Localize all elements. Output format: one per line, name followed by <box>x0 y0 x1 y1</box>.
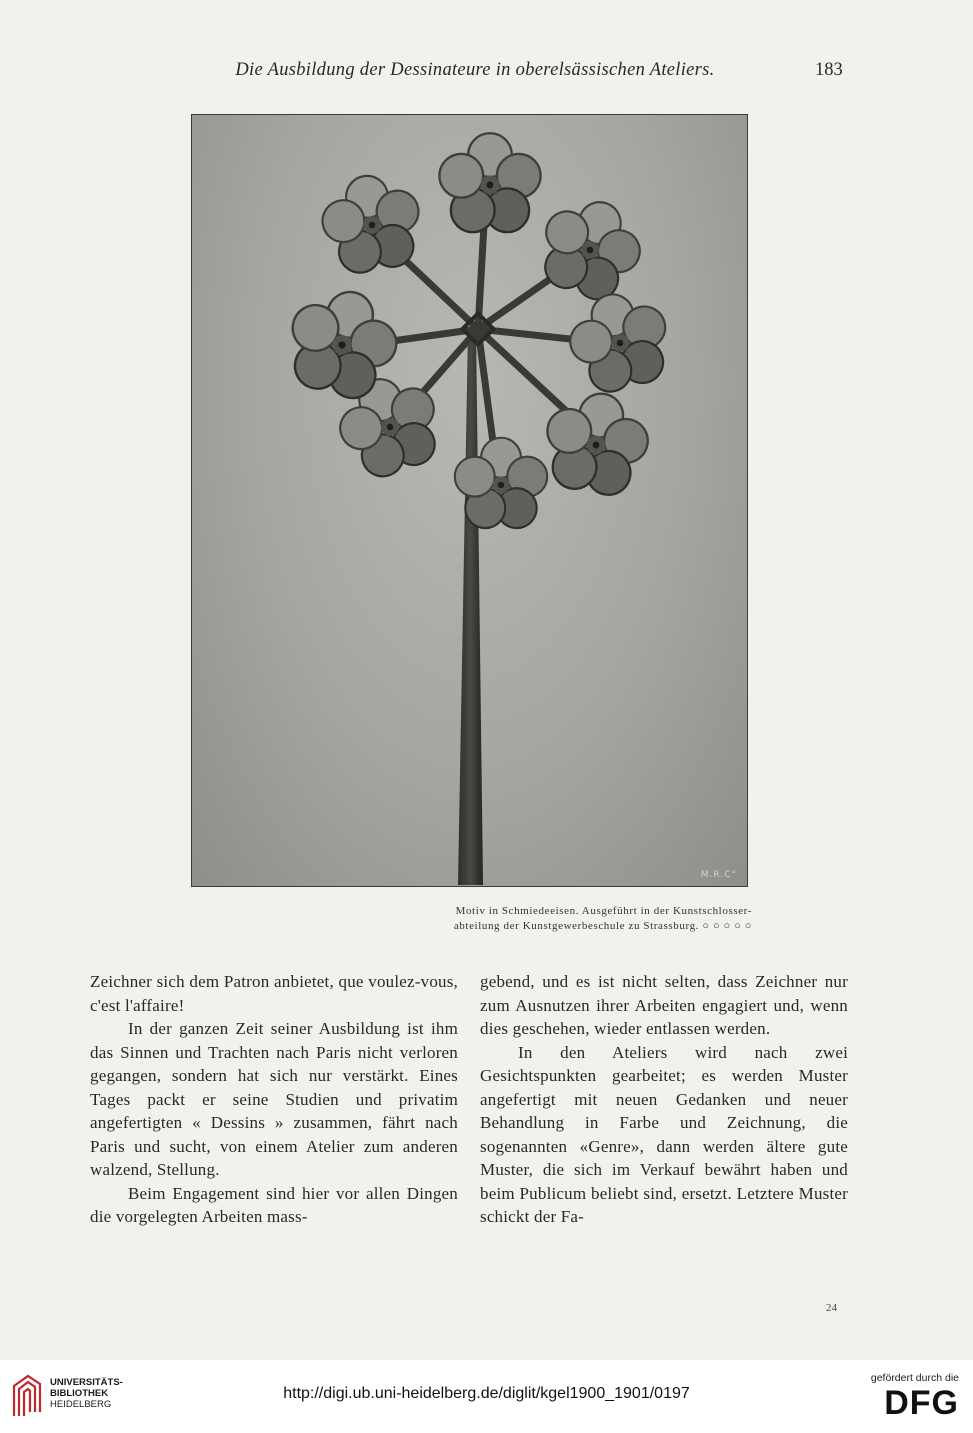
dfg-logo: DFG <box>884 1384 959 1422</box>
caption-line: abteilung der Kunstgewerbeschule zu Strassburg. ○ ○ ○ ○ ○ <box>453 920 752 932</box>
figure-caption <box>380 904 752 934</box>
paragraph: In den Ateliers wird nach zwei Gesichtspunkten gearbeitet; es werden Muster angefertigt mit neuen Gedanken und neuer Behandlung in Farbe und Zeichnung, die sogenannten «Genre», dann werden ältere gute Muster, die sich im Verkauf bewährt haben und beim Publicum beliebt sind, ersetzt. Letztere Muster schickt der Fa- <box>480 1042 848 1226</box>
library-name-line: BIBLIOTHEK <box>50 1388 109 1399</box>
source-url-link[interactable]: http://digi.ub.uni-heidelberg.de/diglit/kgel1900_1901/0197 <box>283 1385 690 1402</box>
library-name-line: HEIDELBERG <box>50 1399 112 1410</box>
running-title: Die Ausbildung der Dessinateure in oberelsässischen Ateliers. <box>235 60 715 80</box>
funding-label: gefördert durch die <box>870 1372 959 1384</box>
library-name-line: UNIVERSITÄTS- <box>50 1377 123 1388</box>
signature-mark: 24 <box>826 1302 837 1314</box>
paragraph: Beim Engagement sind hier vor allen Dingen die vorgelegten Arbeiten mass- <box>90 1183 458 1226</box>
paragraph: Zeichner sich dem Patron anbietet, que voulez-vous, c'est l'affaire! <box>90 972 458 1015</box>
right-text-column <box>480 970 848 1229</box>
funding-credit <box>871 1372 959 1422</box>
page-number: 183 <box>815 60 843 80</box>
caption-line: Motiv in Schmiedeeisen. Ausgeführt in der Kunstschlosser- <box>455 905 752 917</box>
paragraph: gebend, und es ist nicht selten, dass Zeichner nur zum Ausnutzen ihrer Arbeiten engagiert und, wenn dies geschehen, wieder entlassen werden. <box>480 972 848 1038</box>
footer-bar <box>0 1360 973 1433</box>
plate-imprint-mark: M.R.C° <box>700 870 737 880</box>
wrought-iron-flower-image <box>192 115 748 887</box>
left-text-column <box>90 970 458 1229</box>
paragraph: In der ganzen Zeit seiner Ausbildung ist ihm das Sinnen und Trachten nach Paris nicht verloren gegangen, sondern hat sich nur verstärkt. Eines Tages packt er seine Studien und privatim angefertigten « Dessins » zusammen, fährt nach Paris und sucht, von einem Atelier zum anderen walzend, Stellung. <box>90 1019 458 1179</box>
photo-plate <box>191 114 748 887</box>
